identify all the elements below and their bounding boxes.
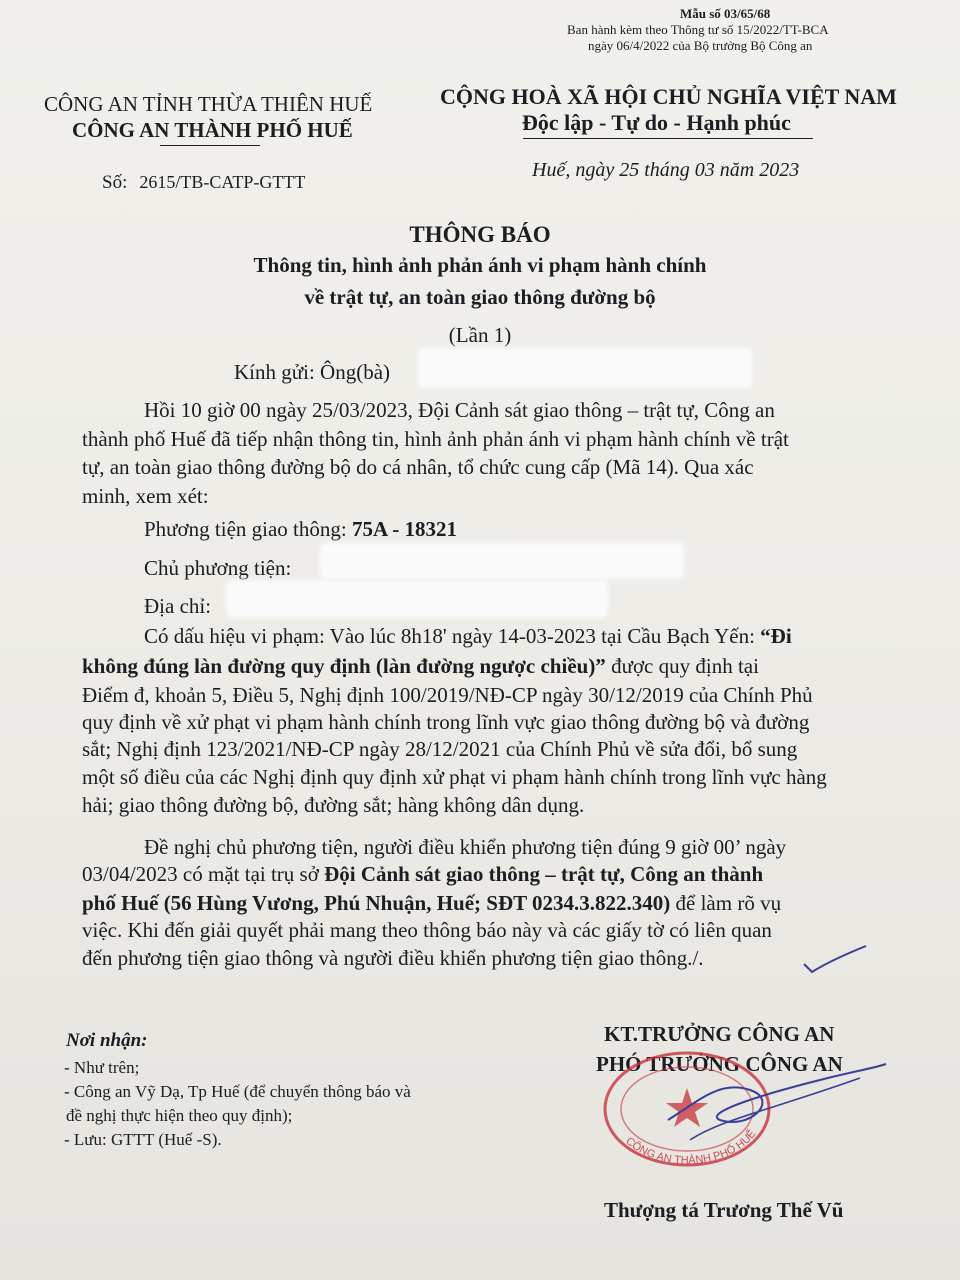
- motto-underline: [523, 138, 813, 139]
- nation-motto: Độc lập - Tự do - Hạnh phúc: [522, 110, 791, 135]
- recipient-3: - Lưu: GTTT (Huế -S).: [64, 1130, 222, 1149]
- greeting: Kính gửi: Ông(bà): [234, 360, 391, 384]
- violation-line-1-bold: “Đi: [760, 624, 792, 648]
- form-issued-date: ngày 06/4/2022 của Bộ trưởng Bộ Công an: [588, 38, 813, 53]
- vehicle-plate: 75A - 18321: [351, 517, 457, 541]
- subtitle-line-2: về trật tự, an toàn giao thông đường bộ: [304, 285, 656, 309]
- vehicle-label: Phương tiện giao thông:: [144, 517, 347, 541]
- request-line-5: đến phương tiện giao thông và người điều khiển phương tiện giao thông./.: [82, 946, 704, 970]
- request-line-3: [82, 891, 781, 916]
- request-line-2: [82, 862, 763, 887]
- document-number-label: Số:: [102, 172, 128, 193]
- violation-line-4: quy định về xử phạt vi phạm hành chính trong lĩnh vực giao thông đường bộ và đường: [82, 710, 810, 734]
- document-number: [102, 172, 305, 194]
- stamp-text: CÔNG AN THÀNH PHỐ HUẾ: [623, 1127, 759, 1167]
- place-date: Huế, ngày 25 tháng 03 năm 2023: [532, 159, 800, 181]
- agency-name: CÔNG AN THÀNH PHỐ HUẾ: [72, 118, 353, 142]
- request-address: phố Huế (56 Hùng Vương, Phú Nhuận, Huế; SĐT 0234.3.822.340): [82, 891, 671, 915]
- signer-title-2: PHÓ TRƯỞNG CÔNG AN: [596, 1052, 843, 1076]
- recipient-2: - Công an Vỹ Dạ, Tp Huế (để chuyển thông báo và: [64, 1082, 411, 1101]
- vehicle-row: [144, 517, 457, 542]
- page-title: THÔNG BÁO: [409, 222, 551, 247]
- form-issued-with: Ban hành kèm theo Thông tư số 15/2022/TT-BCA: [567, 22, 829, 37]
- p1-line-2: thành phố Huế đã tiếp nhận thông tin, hình ảnh phản ánh vi phạm hành chính về trật: [82, 427, 789, 451]
- notice-round: (Lần 1): [448, 323, 512, 347]
- signature: [660, 1060, 890, 1170]
- p1-line-1: Hồi 10 giờ 00 ngày 25/03/2023, Đội Cảnh sát giao thông – trật tự, Công an: [144, 398, 775, 422]
- agency-underline: [160, 145, 260, 146]
- owner-label: Chủ phương tiện:: [144, 556, 292, 580]
- agency-parent: CÔNG AN TỈNH THỪA THIÊN HUẾ: [44, 92, 373, 116]
- violation-line-1: [144, 624, 792, 649]
- request-line-4: việc. Khi đến giải quyết phải mang theo thông báo này và các giấy tờ có liên quan: [82, 918, 772, 942]
- nation-name: CỘNG HOÀ XÃ HỘI CHỦ NGHĨA VIỆT NAM: [440, 84, 897, 109]
- recipient-2-cont: đề nghị thực hiện theo quy định);: [66, 1106, 293, 1125]
- request-line-1: Đề nghị chủ phương tiện, người điều khiển phương tiện đúng 9 giờ 00’ ngày: [144, 835, 787, 859]
- violation-line-5: sắt; Nghị định 123/2021/NĐ-CP ngày 28/12/2021 của Chính Phủ về sửa đổi, bổ sung: [82, 737, 798, 761]
- document-number-value: 2615/TB-CATP-GTTT: [139, 172, 306, 192]
- request-office: Đội Cảnh sát giao thông – trật tự, Công an thành: [324, 862, 764, 886]
- violation-line-6: một số điều của các Nghị định quy định xử phạt vi phạm hành chính trong lĩnh vực hàng: [82, 765, 827, 789]
- violation-line-1-text: Có dấu hiệu vi phạm: Vào lúc 8h18' ngày 14-03-2023 tại Cầu Bạch Yến:: [144, 624, 755, 648]
- violation-line-3: Điểm đ, khoản 5, Điều 5, Nghị định 100/2019/NĐ-CP ngày 30/12/2019 của Chính Phủ: [82, 683, 813, 707]
- violation-line-7: hải; giao thông đường bộ, đường sắt; hàng không dân dụng.: [82, 793, 585, 817]
- request-line-3-text: để làm rõ vụ: [675, 891, 782, 915]
- redacted-owner: [322, 545, 682, 577]
- violation-line-2-text: được quy định tại: [611, 654, 759, 678]
- form-number: Mẫu số 03/65/68: [680, 6, 771, 21]
- violation-description: không đúng làn đường quy định (làn đường ngược chiều)”: [82, 654, 606, 678]
- address-label: Địa chỉ:: [144, 594, 212, 618]
- redacted-address: [228, 582, 606, 616]
- request-line-2-text: 03/04/2023 có mặt tại trụ sở: [82, 862, 319, 886]
- signer-name: Thượng tá Trương Thế Vũ: [604, 1198, 844, 1222]
- p1-line-3: tự, an toàn giao thông đường bộ do cá nhân, tổ chức cung cấp (Mã 14). Qua xác: [82, 455, 754, 479]
- violation-line-2: [82, 654, 759, 679]
- redacted-name: [420, 350, 750, 386]
- recipient-1: - Như trên;: [64, 1058, 140, 1077]
- signer-title-1: KT.TRƯỞNG CÔNG AN: [604, 1022, 835, 1046]
- p1-line-4: minh, xem xét:: [82, 484, 209, 508]
- recipients-title: Nơi nhận:: [66, 1030, 148, 1051]
- subtitle-line-1: Thông tin, hình ảnh phản ánh vi phạm hành chính: [253, 253, 707, 277]
- check-mark: [800, 940, 870, 980]
